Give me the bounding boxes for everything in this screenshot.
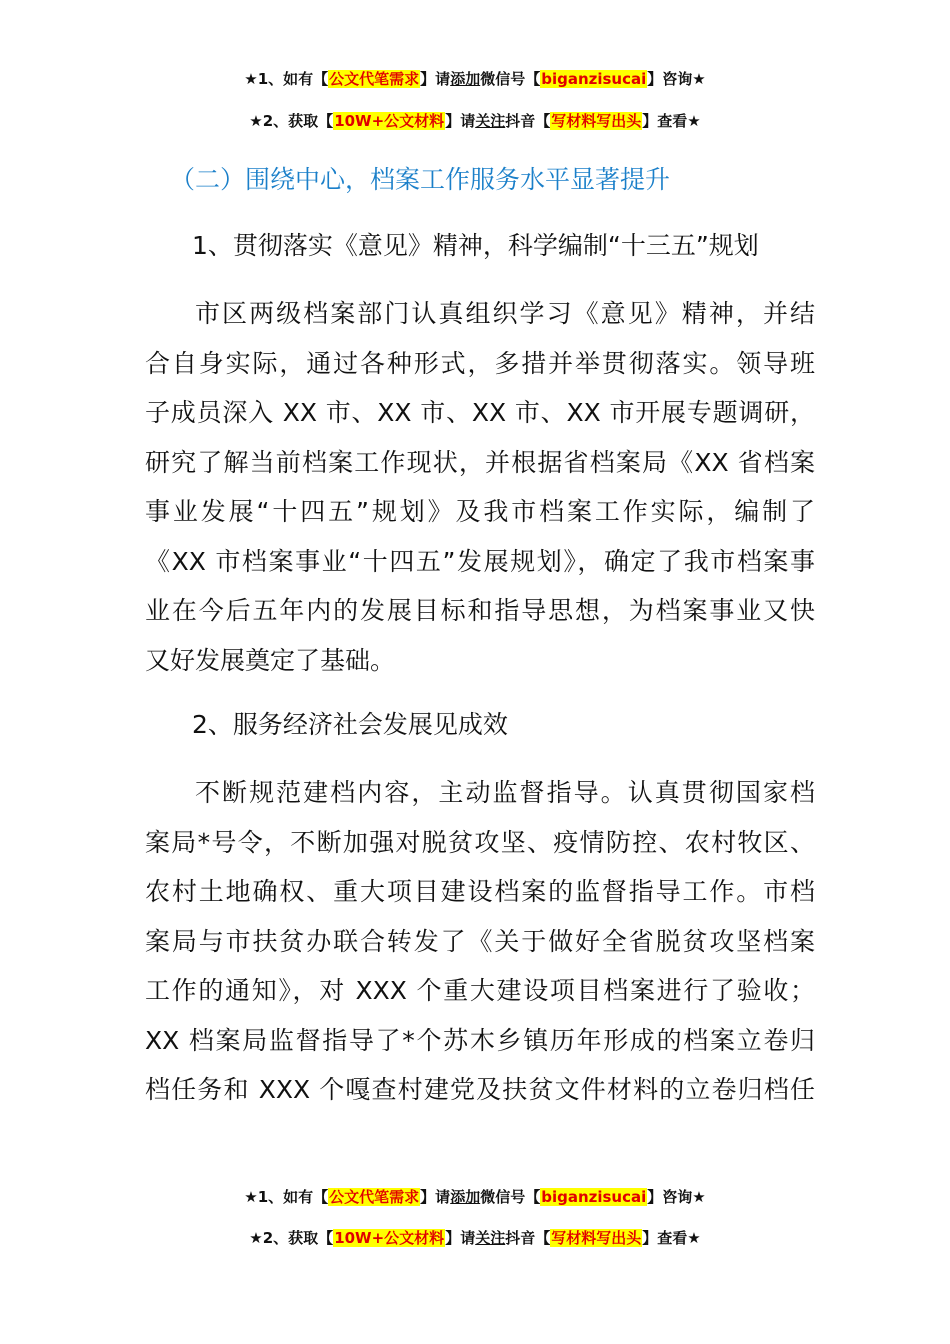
banner-underline: 添加 [450, 70, 481, 88]
paragraph-line: 子成员深入 XX 市、XX 市、XX 市、XX 市开展专题调研， [145, 398, 815, 427]
bottom-banner-line-1 [0, 1186, 950, 1208]
banner-text: ★1、如有【 [244, 70, 329, 88]
banner-text: 微信号【 [480, 1188, 541, 1206]
banner-underline: 关注 [475, 112, 506, 130]
top-banner-line-1 [0, 68, 950, 90]
banner-highlight: 10W+公文材料 [334, 1229, 445, 1247]
top-banner-line-2 [0, 110, 950, 132]
banner-highlight: 写材料写出头 [551, 1229, 642, 1247]
sub-heading-1: 1、贯彻落实《意见》精神，科学编制“十三五”规划 [192, 231, 759, 260]
banner-text: ★1、如有【 [244, 1188, 329, 1206]
paragraph-line: 案局与市扶贫办联合转发了《关于做好全省脱贫攻坚档案 [145, 926, 815, 956]
paragraph-line: 事业发展“十四五”规划》及我市档案工作实际，编制了 [145, 497, 815, 526]
paragraph-line: 不断规范建档内容，主动监督指导。认真贯彻国家档 [195, 778, 815, 807]
paragraph-line: XX 档案局监督指导了*个苏木乡镇历年形成的档案立卷归 [145, 1025, 815, 1055]
sub-heading-2: 2、服务经济社会发展见成效 [192, 710, 508, 739]
banner-text: 抖音【 [505, 112, 551, 130]
banner-wechat-id: biganzisucai [541, 1188, 647, 1206]
banner-text: 微信号【 [480, 70, 541, 88]
paragraph-line: 案局*号令，不断加强对脱贫攻坚、疫情防控、农村牧区、 [145, 827, 815, 857]
banner-text: 】请 [420, 70, 451, 88]
paragraph-line: 档任务和 XXX 个嘎查村建党及扶贫文件材料的立卷归档任 [145, 1075, 815, 1104]
paragraph-line: 农村土地确权、重大项目建设档案的监督指导工作。市档 [145, 877, 815, 906]
section-heading: （二）围绕中心，档案工作服务水平显著提升 [170, 165, 671, 194]
banner-wechat-id: biganzisucai [541, 70, 647, 88]
banner-text: 】查看★ [642, 112, 701, 130]
paragraph-line: 《XX 市档案事业“十四五”发展规划》，确定了我市档案事 [145, 546, 815, 576]
banner-text: 抖音【 [505, 1229, 551, 1247]
banner-text: 】请 [445, 1229, 476, 1247]
paragraph-line: 研究了解当前档案工作现状，并根据省档案局《XX 省档案 [145, 447, 815, 477]
banner-text: 】请 [420, 1188, 451, 1206]
banner-highlight: 写材料写出头 [551, 112, 642, 130]
paragraph-2 [145, 768, 815, 1115]
banner-highlight: 10W+公文材料 [334, 112, 445, 130]
banner-underline: 添加 [450, 1188, 481, 1206]
paragraph-line: 工作的通知》，对 XXX 个重大建设项目档案进行了验收； [145, 976, 815, 1005]
banner-text: ★2、获取【 [249, 1229, 334, 1247]
bottom-banner-line-2 [0, 1227, 950, 1249]
banner-highlight: 公文代笔需求 [329, 70, 420, 88]
banner-text: 】咨询★ [647, 70, 706, 88]
paragraph-1 [145, 289, 815, 685]
banner-highlight: 公文代笔需求 [329, 1188, 420, 1206]
banner-text: 】查看★ [642, 1229, 701, 1247]
banner-text: 】咨询★ [647, 1188, 706, 1206]
banner-text: ★2、获取【 [249, 112, 334, 130]
paragraph-line: 又好发展奠定了基础。 [145, 645, 396, 675]
paragraph-line: 市区两级档案部门认真组织学习《意见》精神，并结 [195, 299, 815, 328]
banner-text: 】请 [445, 112, 476, 130]
paragraph-line: 合自身实际，通过各种形式，多措并举贯彻落实。领导班 [145, 348, 815, 378]
paragraph-line: 业在今后五年内的发展目标和指导思想，为档案事业又快 [145, 596, 815, 625]
banner-underline: 关注 [475, 1229, 506, 1247]
